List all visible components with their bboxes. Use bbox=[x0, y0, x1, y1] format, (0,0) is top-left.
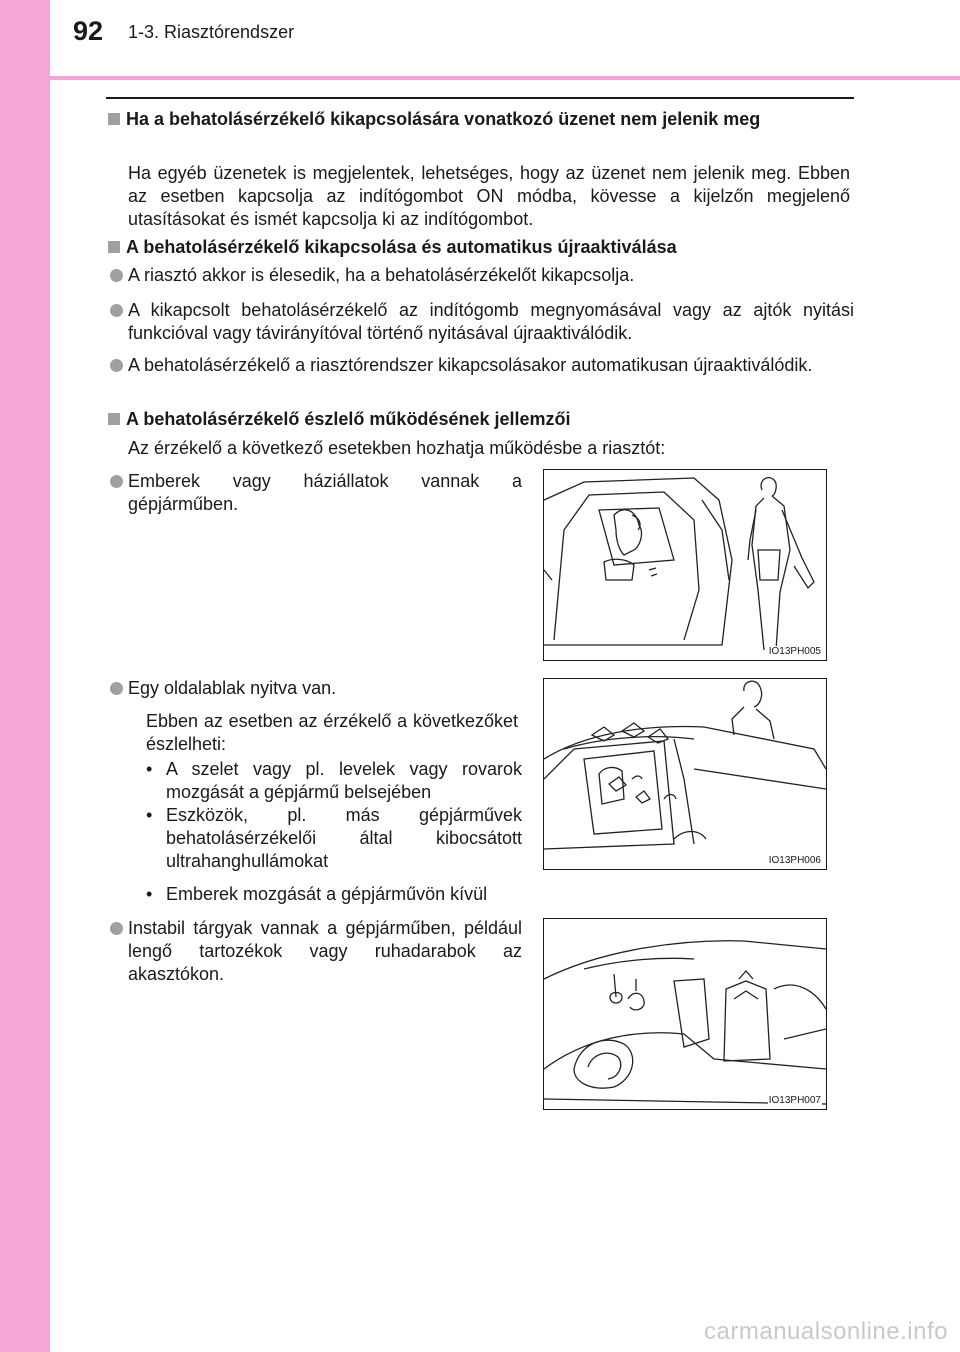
list-item bbox=[110, 470, 522, 516]
footer-watermark: carmanualsonline.info bbox=[704, 1318, 948, 1345]
header-divider bbox=[50, 76, 960, 80]
sub-paragraph: Ebben az esetben az érzékelő a következőket észlelheti: bbox=[146, 711, 518, 754]
figure-dog-in-car bbox=[543, 469, 827, 661]
list-item-text: A kikapcsolt behatolásérzékelő az indítógomb megnyomásával vagy az ajtók nyitási funkcióval vagy távirányítóval történő nyitásával újraaktiválódik. bbox=[128, 300, 854, 343]
list-item bbox=[110, 917, 522, 986]
heading-text: A behatolásérzékelő észlelő működésének jellemzői bbox=[126, 409, 571, 429]
chapter-title: 1-3. Riasztórendszer bbox=[128, 22, 295, 42]
section-heading-message bbox=[108, 108, 854, 131]
dash-item-text: A szelet vagy pl. levelek vagy rovarok mozgását a gépjármű belsejében bbox=[166, 759, 522, 802]
hanging-objects-illustration bbox=[544, 919, 826, 1109]
figure-code: IO13PH005 bbox=[768, 646, 821, 657]
page-number: 92 bbox=[73, 16, 104, 46]
dash-list-item bbox=[146, 883, 546, 906]
figure-code: IO13PH006 bbox=[768, 855, 821, 866]
dash-bullet-icon: • bbox=[146, 884, 153, 904]
list-item-text: Egy oldalablak nyitva van. bbox=[128, 678, 337, 698]
dash-list-item bbox=[146, 758, 522, 804]
dash-list-item bbox=[146, 804, 522, 873]
square-bullet-icon bbox=[108, 241, 120, 253]
dog-in-car-illustration bbox=[544, 470, 826, 660]
square-bullet-icon bbox=[108, 113, 120, 125]
section-rule bbox=[106, 97, 854, 99]
list-item bbox=[110, 264, 854, 287]
round-bullet-icon bbox=[110, 682, 123, 695]
dash-item-text: Eszközök, pl. más gépjárművek behatolásérzékelői által kibocsátott ultrahanghullámokat bbox=[166, 805, 522, 871]
list-item bbox=[110, 299, 854, 345]
square-bullet-icon bbox=[108, 413, 120, 425]
round-bullet-icon bbox=[110, 304, 123, 317]
round-bullet-icon bbox=[110, 269, 123, 282]
chapter-tab-sidebar bbox=[0, 0, 50, 1352]
round-bullet-icon bbox=[110, 359, 123, 372]
heading-text: A behatolásérzékelő kikapcsolása és automatikus újraaktiválása bbox=[126, 237, 677, 257]
open-window-illustration bbox=[544, 679, 826, 869]
dash-bullet-icon: • bbox=[146, 759, 153, 779]
list-item-text: A riasztó akkor is élesedik, ha a behatolásérzékelőt kikapcsolja. bbox=[128, 265, 635, 285]
section-heading-reactivation bbox=[108, 236, 854, 259]
figure-hanging-objects bbox=[543, 918, 827, 1110]
heading-text: Ha a behatolásérzékelő kikapcsolására vonatkozó üzenet nem jelenik meg bbox=[126, 109, 761, 129]
list-item-text: Instabil tárgyak vannak a gépjárműben, például lengő tartozékok vagy ruhadarabok az akasztókon. bbox=[128, 918, 522, 984]
list-item-text: A behatolásérzékelő a riasztórendszer kikapcsolásakor automatikusan újraaktiválódik. bbox=[128, 355, 813, 375]
detection-intro: Az érzékelő a következő esetekben hozhatja működésbe a riasztót: bbox=[128, 438, 666, 458]
round-bullet-icon bbox=[110, 922, 123, 935]
dash-item-text: Emberek mozgását a gépjárművön kívül bbox=[166, 884, 488, 904]
section-heading-detection bbox=[108, 408, 854, 431]
list-item bbox=[110, 354, 854, 377]
figure-open-window bbox=[543, 678, 827, 870]
round-bullet-icon bbox=[110, 475, 123, 488]
figure-code: IO13PH007 bbox=[768, 1095, 821, 1106]
dash-bullet-icon: • bbox=[146, 805, 153, 825]
list-item bbox=[110, 677, 522, 700]
list-item-text: Emberek vagy háziállatok vannak a gépjárműben. bbox=[128, 471, 522, 514]
message-paragraph: Ha egyéb üzenetek is megjelentek, lehetséges, hogy az üzenet nem jelenik meg. Ebben az esetben kapcsolja az indítógombot ON módba, kövesse a kijelzőn megjelenő utasításokat és ismét kapcsolja ki az indítógombot. bbox=[128, 163, 850, 229]
